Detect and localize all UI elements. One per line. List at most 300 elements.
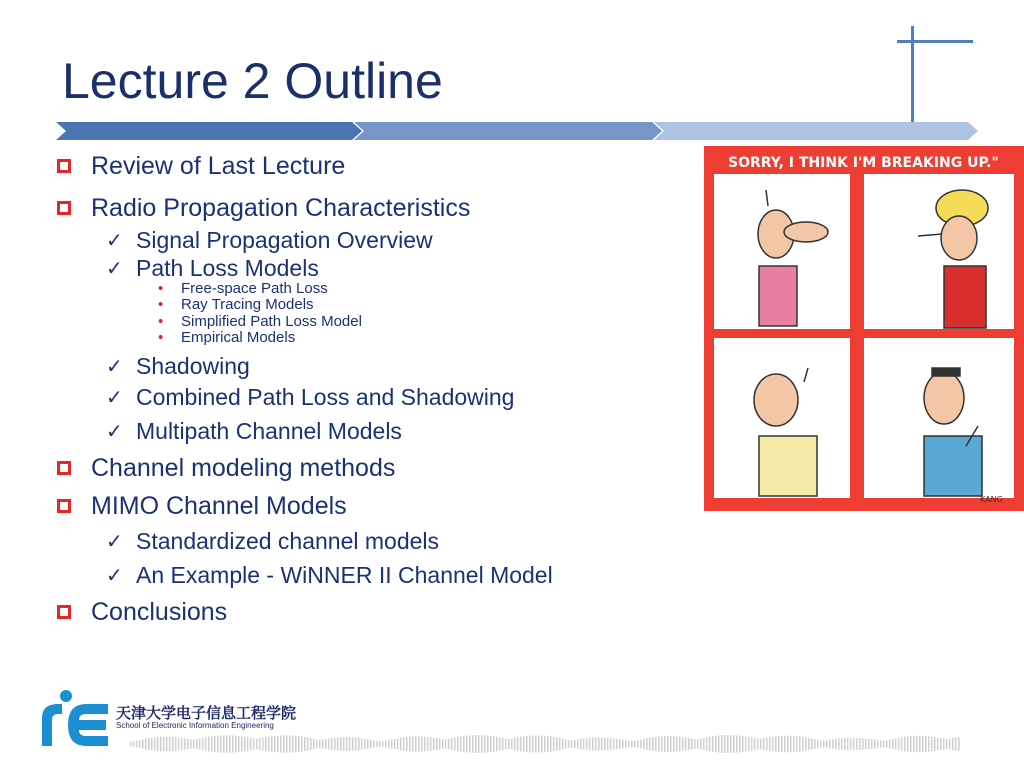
wave-bar xyxy=(718,735,720,752)
outline-item-level3 xyxy=(158,296,314,312)
school-logo-icon xyxy=(38,688,110,750)
wave-bar xyxy=(298,736,300,752)
outline-item-level2 xyxy=(106,383,514,411)
wave-bar xyxy=(748,737,750,751)
wave-bar xyxy=(148,738,150,750)
wave-bar xyxy=(958,737,960,751)
wave-bar xyxy=(499,737,501,750)
wave-bar xyxy=(358,738,360,750)
outline-item-text: Radio Propagation Characteristics xyxy=(91,193,471,222)
wave-bar xyxy=(268,737,270,751)
wave-bar xyxy=(394,739,396,749)
wave-bar xyxy=(397,738,399,750)
wave-bar xyxy=(841,738,843,750)
wave-bar xyxy=(367,739,369,749)
wave-bar xyxy=(730,735,732,753)
wave-bar xyxy=(952,738,954,750)
wave-bar xyxy=(523,736,525,751)
wave-bar xyxy=(727,735,729,753)
wave-bar xyxy=(793,736,795,752)
outline-item-level1 xyxy=(57,192,470,224)
outline-item-text: Channel modeling methods xyxy=(91,453,396,482)
wave-bar xyxy=(292,736,294,753)
wave-bar xyxy=(919,736,921,752)
wave-bar xyxy=(763,738,765,749)
wave-bar xyxy=(229,735,231,753)
outline-item-text: Multipath Channel Models xyxy=(136,417,402,444)
wave-bar xyxy=(442,739,444,749)
wave-bar xyxy=(592,738,594,751)
outline-item-level1 xyxy=(57,452,395,484)
outline-item-level3 xyxy=(158,313,362,329)
wave-bar xyxy=(511,738,513,749)
square-bullet-icon xyxy=(57,499,71,513)
wave-bar xyxy=(568,740,570,748)
wave-bar xyxy=(931,737,933,752)
dot-bullet-icon: • xyxy=(158,295,164,313)
wave-bar xyxy=(175,737,177,751)
square-bullet-icon xyxy=(57,605,71,619)
wave-bar xyxy=(865,738,867,749)
wave-bar xyxy=(607,738,609,750)
wave-bar xyxy=(412,737,414,752)
wave-bar xyxy=(547,736,549,752)
wave-bar xyxy=(808,738,810,750)
wave-bar xyxy=(724,735,726,753)
outline-item-level3 xyxy=(158,329,295,345)
wave-bar xyxy=(688,738,690,750)
wave-bar xyxy=(178,738,180,751)
wave-bar xyxy=(478,735,480,753)
wave-bar xyxy=(943,739,945,750)
wave-bar xyxy=(946,739,948,749)
wave-bar xyxy=(697,739,699,749)
wave-bar xyxy=(430,737,432,750)
wave-bar xyxy=(529,736,531,752)
wave-bar xyxy=(352,737,354,750)
wave-bar xyxy=(667,736,669,752)
wave-bar xyxy=(169,737,171,751)
wave-bar xyxy=(526,736,528,752)
wave-bar xyxy=(439,739,441,750)
wave-bar xyxy=(481,735,483,753)
wave-bar xyxy=(670,736,672,752)
wave-bar xyxy=(673,736,675,751)
school-name-chinese: 天津大学电子信息工程学院 xyxy=(116,705,297,722)
wave-bar xyxy=(544,736,546,752)
wave-bar xyxy=(733,735,735,753)
wave-bar xyxy=(955,738,957,751)
wave-bar xyxy=(835,739,837,750)
checkmark-icon: ✓ xyxy=(106,530,123,553)
wave-bar xyxy=(445,739,447,748)
wave-bar xyxy=(505,739,507,750)
wave-bar xyxy=(241,736,243,751)
wave-bar xyxy=(925,736,927,752)
outline-item-text: Ray Tracing Models xyxy=(181,295,314,313)
wave-bar xyxy=(640,740,642,749)
wave-bar xyxy=(901,737,903,750)
wave-bar xyxy=(166,737,168,751)
checkmark-icon: ✓ xyxy=(106,386,123,409)
wave-bar xyxy=(766,738,768,750)
wave-bar xyxy=(400,738,402,751)
wave-bar xyxy=(361,738,363,750)
wave-bar xyxy=(892,739,894,749)
wave-bar xyxy=(313,739,315,749)
wave-bar xyxy=(583,738,585,749)
wave-bar xyxy=(172,737,174,751)
wave-bar xyxy=(448,739,450,750)
wave-bar xyxy=(451,738,453,750)
wave-bar xyxy=(820,740,822,747)
wave-bar xyxy=(337,737,339,750)
wave-bar xyxy=(745,737,747,752)
wave-bar xyxy=(409,737,411,752)
checkmark-icon: ✓ xyxy=(106,564,123,587)
wave-bar xyxy=(427,737,429,751)
wave-bar xyxy=(253,738,255,749)
wave-bar xyxy=(145,739,147,750)
wave-bar xyxy=(184,738,186,749)
wave-bar xyxy=(805,737,807,750)
wave-bar xyxy=(457,737,459,751)
wave-bar xyxy=(904,737,906,751)
wave-bar xyxy=(454,737,456,750)
wave-bar xyxy=(940,738,942,750)
outline-item-level2 xyxy=(106,561,553,589)
wave-bar xyxy=(574,740,576,749)
slide-title: Lecture 2 Outline xyxy=(62,53,443,109)
wave-bar xyxy=(364,739,366,750)
wave-bar xyxy=(469,735,471,752)
square-bullet-icon xyxy=(57,461,71,475)
wave-bar xyxy=(637,740,639,748)
wave-bar xyxy=(307,738,309,751)
wave-bar xyxy=(589,738,591,750)
wave-bar xyxy=(610,738,612,750)
chevron-segment-3 xyxy=(654,122,978,140)
wave-bar xyxy=(781,736,783,752)
wave-bar xyxy=(595,737,597,750)
wave-bar xyxy=(334,738,336,750)
wave-bar xyxy=(274,736,276,752)
wave-bar xyxy=(538,736,540,753)
wave-bar xyxy=(316,740,318,749)
wave-bar xyxy=(130,742,132,746)
wave-bar xyxy=(937,737,939,750)
wave-bar xyxy=(196,739,198,749)
square-bullet-icon xyxy=(57,201,71,215)
wave-bar xyxy=(211,736,213,752)
wave-bar xyxy=(403,737,405,750)
wave-bar xyxy=(259,738,261,749)
outline-item-text: Signal Propagation Overview xyxy=(136,226,433,253)
wave-bar xyxy=(517,737,519,751)
wave-bar xyxy=(460,736,462,751)
wave-bar xyxy=(691,739,693,750)
wave-bar xyxy=(778,736,780,752)
wave-bar xyxy=(913,736,915,752)
wave-bar xyxy=(880,740,882,747)
wave-bar xyxy=(760,739,762,749)
wave-bar xyxy=(898,738,900,750)
wave-bar xyxy=(922,736,924,752)
wave-bar xyxy=(163,737,165,751)
wave-bar xyxy=(349,737,351,751)
dot-bullet-icon: • xyxy=(158,328,164,346)
wave-bar xyxy=(373,740,375,747)
wave-bar xyxy=(559,738,561,750)
wave-bar xyxy=(658,737,660,752)
outline-item-level1 xyxy=(57,490,347,522)
wave-bar xyxy=(355,737,357,750)
wave-bar xyxy=(139,740,141,748)
outline-item-text: Combined Path Loss and Shadowing xyxy=(136,383,515,410)
outline-item-text: Simplified Path Loss Model xyxy=(181,312,362,330)
wave-bar xyxy=(319,740,321,748)
wave-bar xyxy=(376,741,378,747)
wave-bar xyxy=(859,738,861,750)
wave-bar xyxy=(382,741,384,746)
wave-bar xyxy=(490,736,492,752)
wave-bar xyxy=(343,737,345,751)
wave-bar xyxy=(256,739,258,749)
wave-bar xyxy=(550,736,552,751)
wave-bar xyxy=(262,738,264,750)
wave-bar xyxy=(226,735,228,753)
wave-bar xyxy=(853,738,855,750)
wave-bar xyxy=(328,739,330,750)
wave-bar xyxy=(802,737,804,751)
wave-bar xyxy=(493,736,495,751)
wave-bar xyxy=(535,736,537,753)
wave-bar xyxy=(928,736,930,751)
outline-item-level3 xyxy=(158,280,328,296)
wave-bar xyxy=(391,739,393,748)
wave-bar xyxy=(619,739,621,748)
wave-bar xyxy=(502,738,504,750)
wave-bar xyxy=(856,738,858,750)
wave-bar xyxy=(433,738,435,751)
wave-bar xyxy=(796,736,798,752)
wave-bar xyxy=(874,739,876,748)
wave-bar xyxy=(142,739,144,748)
wave-bar xyxy=(877,740,879,748)
wave-bar xyxy=(277,736,279,753)
wave-bar xyxy=(214,736,216,752)
wave-bar xyxy=(883,741,885,748)
wave-bar xyxy=(571,740,573,748)
wave-bar xyxy=(421,737,423,752)
wave-bar xyxy=(871,739,873,749)
wave-bar xyxy=(586,738,588,750)
wave-bar xyxy=(424,737,426,752)
outline-item-level2 xyxy=(106,527,439,555)
wave-bar xyxy=(157,737,159,751)
wave-bar xyxy=(466,736,468,753)
wave-bar xyxy=(370,740,372,748)
wave-bar xyxy=(676,737,678,752)
wave-bar xyxy=(436,738,438,750)
outline-item-level1 xyxy=(57,150,345,182)
wave-bar xyxy=(220,735,222,752)
wave-bar xyxy=(151,738,153,751)
wave-bar xyxy=(202,738,204,750)
wave-bar xyxy=(784,736,786,752)
wave-bar xyxy=(604,738,606,751)
wave-bar xyxy=(271,736,273,751)
outline-item-text: Review of Last Lecture xyxy=(91,151,346,180)
wave-bar xyxy=(799,736,801,751)
wave-bar xyxy=(661,736,663,751)
wave-bar xyxy=(325,739,327,749)
wave-bar xyxy=(646,738,648,749)
wave-bar xyxy=(514,738,516,751)
wave-bar xyxy=(736,735,738,752)
wave-bar xyxy=(340,737,342,750)
wave-bar xyxy=(694,739,696,749)
wave-bar xyxy=(655,737,657,751)
wave-bar xyxy=(751,738,753,751)
wave-bar xyxy=(379,741,381,747)
wave-bar xyxy=(463,736,465,752)
wave-bar xyxy=(280,735,282,752)
wave-bar xyxy=(649,738,651,751)
outline-item-text: Path Loss Models xyxy=(136,254,319,281)
wave-bar xyxy=(682,737,684,751)
checkmark-icon: ✓ xyxy=(106,420,123,443)
wave-bar xyxy=(181,738,183,750)
wave-bar xyxy=(622,740,624,749)
wave-bar xyxy=(205,737,207,751)
wave-bar xyxy=(217,736,219,753)
wave-bar xyxy=(772,737,774,751)
wave-bar xyxy=(487,736,489,753)
wave-bar xyxy=(715,736,717,752)
wave-bar xyxy=(484,735,486,752)
wave-bar xyxy=(742,736,744,752)
wave-bar xyxy=(754,738,756,750)
wave-bar xyxy=(844,738,846,750)
wave-bar xyxy=(949,739,951,750)
wave-bar xyxy=(709,737,711,752)
wave-bar xyxy=(895,738,897,749)
footer-wave-decoration xyxy=(130,732,960,756)
wave-bar xyxy=(625,740,627,748)
wave-bar xyxy=(406,737,408,751)
wave-bar xyxy=(346,737,348,751)
wave-bar xyxy=(199,738,201,749)
wave-bar xyxy=(712,736,714,752)
cartoon-signature: KANG xyxy=(980,495,1003,504)
wave-bar xyxy=(235,736,237,753)
wave-bar xyxy=(613,739,615,750)
wave-bar xyxy=(331,738,333,750)
wave-bar xyxy=(193,740,195,748)
wave-bar xyxy=(703,738,705,750)
wave-bar xyxy=(322,739,324,748)
outline-item-text: Free-space Path Loss xyxy=(181,279,328,297)
wave-bar xyxy=(832,739,834,749)
wave-bar xyxy=(823,740,825,747)
wave-bar xyxy=(907,736,909,751)
wave-bar xyxy=(628,741,630,748)
outline-item-level1 xyxy=(57,596,227,628)
wave-bar xyxy=(472,735,474,753)
wave-bar xyxy=(250,738,252,750)
wave-bar xyxy=(289,735,291,752)
wave-bar xyxy=(769,737,771,750)
wave-bar xyxy=(541,736,543,753)
wave-bar xyxy=(553,737,555,751)
wave-bar xyxy=(247,737,249,750)
wave-bar xyxy=(862,738,864,750)
wave-bar xyxy=(790,736,792,752)
wave-bar xyxy=(238,736,240,752)
outline-item-text: An Example - WiNNER II Channel Model xyxy=(136,561,553,588)
wave-bar xyxy=(868,739,870,750)
wave-bar xyxy=(232,735,234,752)
wave-bar xyxy=(838,738,840,749)
wave-bar xyxy=(739,736,741,753)
wave-bar xyxy=(916,736,918,752)
wave-bar xyxy=(283,735,285,752)
wave-bar xyxy=(757,739,759,749)
wave-bar xyxy=(817,740,819,748)
wave-bar xyxy=(580,739,582,749)
wave-bar xyxy=(934,737,936,751)
wave-bar xyxy=(208,737,210,752)
wave-bar xyxy=(814,739,816,749)
outline-item-text: Shadowing xyxy=(136,352,250,379)
wave-bar xyxy=(565,739,567,748)
wave-bar xyxy=(385,741,387,747)
wave-bar xyxy=(601,738,603,751)
outline-item-level2 xyxy=(106,226,433,254)
wave-bar xyxy=(415,736,417,751)
cartoon-caption: SORRY, I THINK I'M BREAKING UP." xyxy=(728,155,999,171)
wave-bar xyxy=(652,737,654,750)
dot-bullet-icon: • xyxy=(158,279,164,297)
wave-bar xyxy=(811,738,813,749)
wave-bar xyxy=(187,739,189,749)
wave-bar xyxy=(310,738,312,750)
wave-bar xyxy=(388,740,390,748)
wave-bar xyxy=(829,739,831,748)
wave-bar xyxy=(418,736,420,751)
wave-bar xyxy=(598,737,600,750)
outline-item-level2 xyxy=(106,417,402,445)
wave-bar xyxy=(643,739,645,749)
wave-bar xyxy=(616,739,618,749)
wave-bar xyxy=(886,740,888,747)
wave-bar xyxy=(787,736,789,753)
wave-bar xyxy=(475,735,477,753)
square-bullet-icon xyxy=(57,159,71,173)
wave-bar xyxy=(562,739,564,750)
wave-bar xyxy=(265,737,267,750)
wave-bar xyxy=(133,741,135,746)
wave-bar xyxy=(190,739,192,748)
outline-item-text: MIMO Channel Models xyxy=(91,491,347,520)
wave-bar xyxy=(700,738,702,749)
outline-item-text: Empirical Models xyxy=(181,328,296,346)
wave-bar xyxy=(679,737,681,751)
wave-bar xyxy=(532,736,534,753)
outline-item-text: Conclusions xyxy=(91,597,228,626)
wave-bar xyxy=(496,737,498,751)
